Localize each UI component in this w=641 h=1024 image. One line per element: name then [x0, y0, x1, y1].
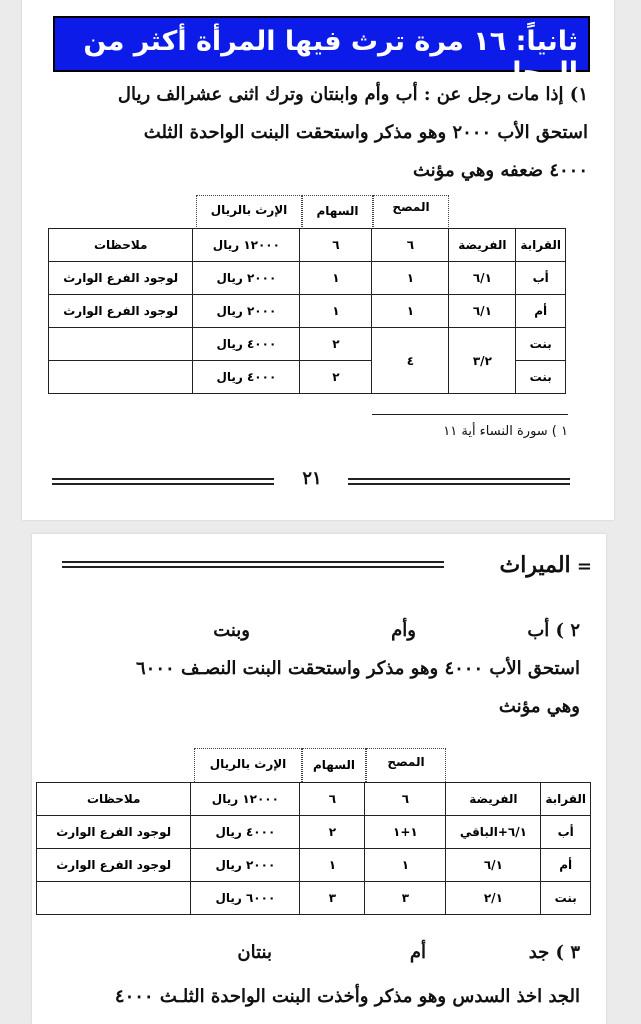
paragraph-line: وهي مؤنث — [498, 696, 580, 717]
table-cell: ٢٠٠٠ ريال — [193, 262, 300, 295]
table-cell — [49, 328, 193, 361]
header-correction: المصح — [387, 755, 425, 769]
table-cell: ٤٠٠٠ ريال — [193, 361, 300, 394]
table-row — [37, 816, 591, 849]
table-cell: لوجود الفرع الوارث — [49, 295, 193, 328]
table-row — [49, 229, 566, 262]
table-cell: ملاحظات — [37, 783, 191, 816]
table-cell: القرابة — [516, 229, 566, 262]
table-cell: ٢ — [300, 816, 365, 849]
table-cell: ٦٠٠٠ ريال — [191, 882, 300, 915]
table-cell: ١٢٠٠٠ ريال — [193, 229, 300, 262]
heir-grandfather: ٣ ) جد — [528, 942, 580, 963]
section-header — [500, 552, 593, 578]
table-row — [49, 262, 566, 295]
table-cell: ٦/١ — [446, 849, 541, 882]
table-cell: ٢٠٠٠ ريال — [193, 295, 300, 328]
table-cell: ٦ — [372, 229, 449, 262]
table-cell — [37, 882, 191, 915]
table-cell: ٢٠٠٠ ريال — [191, 849, 300, 882]
paragraph-line: ٤٠٠٠ ضعفه وهي مؤنث — [412, 160, 588, 181]
table-row — [37, 849, 591, 882]
table-row — [49, 295, 566, 328]
table-cell: ملاحظات — [49, 229, 193, 262]
table-cell: ١ — [300, 849, 365, 882]
title-banner — [53, 16, 590, 88]
header-shares: السهام — [312, 758, 356, 772]
table-cell: ١ — [365, 849, 446, 882]
inheritance-table — [36, 782, 591, 915]
table-row — [37, 882, 591, 915]
table-cell: الفريضة — [446, 783, 541, 816]
table-cell: لوجود الفرع الوارث — [37, 816, 191, 849]
table-cell: ٦/١ — [449, 295, 516, 328]
table-cell: ٤٠٠٠ ريال — [191, 816, 300, 849]
table-cell: بنت — [516, 361, 566, 394]
heir-father: ٢ ) أب — [527, 620, 580, 641]
heir-mother: أم — [409, 942, 426, 963]
section-rule — [62, 561, 444, 568]
table-cell: أم — [541, 849, 591, 882]
bullet-glyph: = — [570, 556, 592, 577]
header-shares: السهام — [316, 204, 359, 218]
table-row — [49, 328, 566, 361]
table-cell: ٦/١+الباقي — [446, 816, 541, 849]
table-cell: ١+١ — [365, 816, 446, 849]
paragraph-line: استحق الأب ٢٠٠٠ وهو مذكر واستحقت البنت الواحدة الثلث — [143, 122, 588, 143]
header-inheritance: الإرث بالريال — [209, 757, 287, 771]
table-cell: ٦ — [300, 229, 372, 262]
table-cell: القرابة — [541, 783, 591, 816]
table-cell: ٢/١ — [446, 882, 541, 915]
page-22 — [32, 534, 606, 1024]
table-cell: لوجود الفرع الوارث — [37, 849, 191, 882]
table-cell: أب — [516, 262, 566, 295]
table-cell: ١ — [372, 262, 449, 295]
header-correction: المصح — [392, 200, 430, 214]
table-cell — [49, 361, 193, 394]
table-cell: ١ — [300, 295, 372, 328]
table-cell: لوجود الفرع الوارث — [49, 262, 193, 295]
table-cell: الفريضة — [449, 229, 516, 262]
table-cell: ٤ — [372, 328, 449, 394]
table-cell: بنت — [541, 882, 591, 915]
paragraph-line: استحق الأب ٤٠٠٠ وهو مذكر واستحقت البنت النصـف ٦٠٠٠ — [136, 658, 580, 679]
footnote-divider — [372, 414, 568, 415]
header-inheritance: الإرث بالريال — [210, 203, 288, 217]
page-title: ثانياً: ١٦ مرة ترث فيها المرأة أكثر من الرجل — [83, 26, 578, 88]
heir-two-daughters: بنتان — [237, 942, 272, 963]
page-number: ٢١ — [302, 468, 322, 489]
table-cell: ١٢٠٠٠ ريال — [191, 783, 300, 816]
table-cell: ٣ — [365, 882, 446, 915]
footnote: ١ ) سورة النساء أية ١١ — [443, 424, 568, 439]
page-number-rule-left — [52, 478, 274, 485]
heir-daughter: وبنت — [213, 620, 250, 641]
table-cell: ٣/٢ — [449, 328, 516, 394]
table-cell: أب — [541, 816, 591, 849]
paragraph-line: ١) إذا مات رجل عن : أب وأم وابنتان وترك اثنى عشرالف ريال — [117, 84, 588, 105]
page-21 — [22, 0, 614, 520]
table-cell: ٤٠٠٠ ريال — [193, 328, 300, 361]
table-cell: ٢ — [300, 361, 372, 394]
table-cell: ٢ — [300, 328, 372, 361]
table-cell: ٣ — [300, 882, 365, 915]
paragraph-line: الجد اخذ السدس وهو مذكر وأخذت البنت الواحدة الثلـث ٤٠٠٠ — [114, 986, 580, 1007]
table-row — [37, 783, 591, 816]
table-cell: ٦ — [365, 783, 446, 816]
table-cell: أم — [516, 295, 566, 328]
table-cell: ١ — [372, 295, 449, 328]
table-cell: ٦ — [300, 783, 365, 816]
table-cell: ٦/١ — [449, 262, 516, 295]
page-number-rule-right — [348, 478, 570, 485]
heir-mother: وأم — [391, 620, 416, 641]
table-cell: ١ — [300, 262, 372, 295]
table-cell: بنت — [516, 328, 566, 361]
section-title: الميراث — [499, 552, 571, 578]
inheritance-table — [48, 228, 566, 394]
